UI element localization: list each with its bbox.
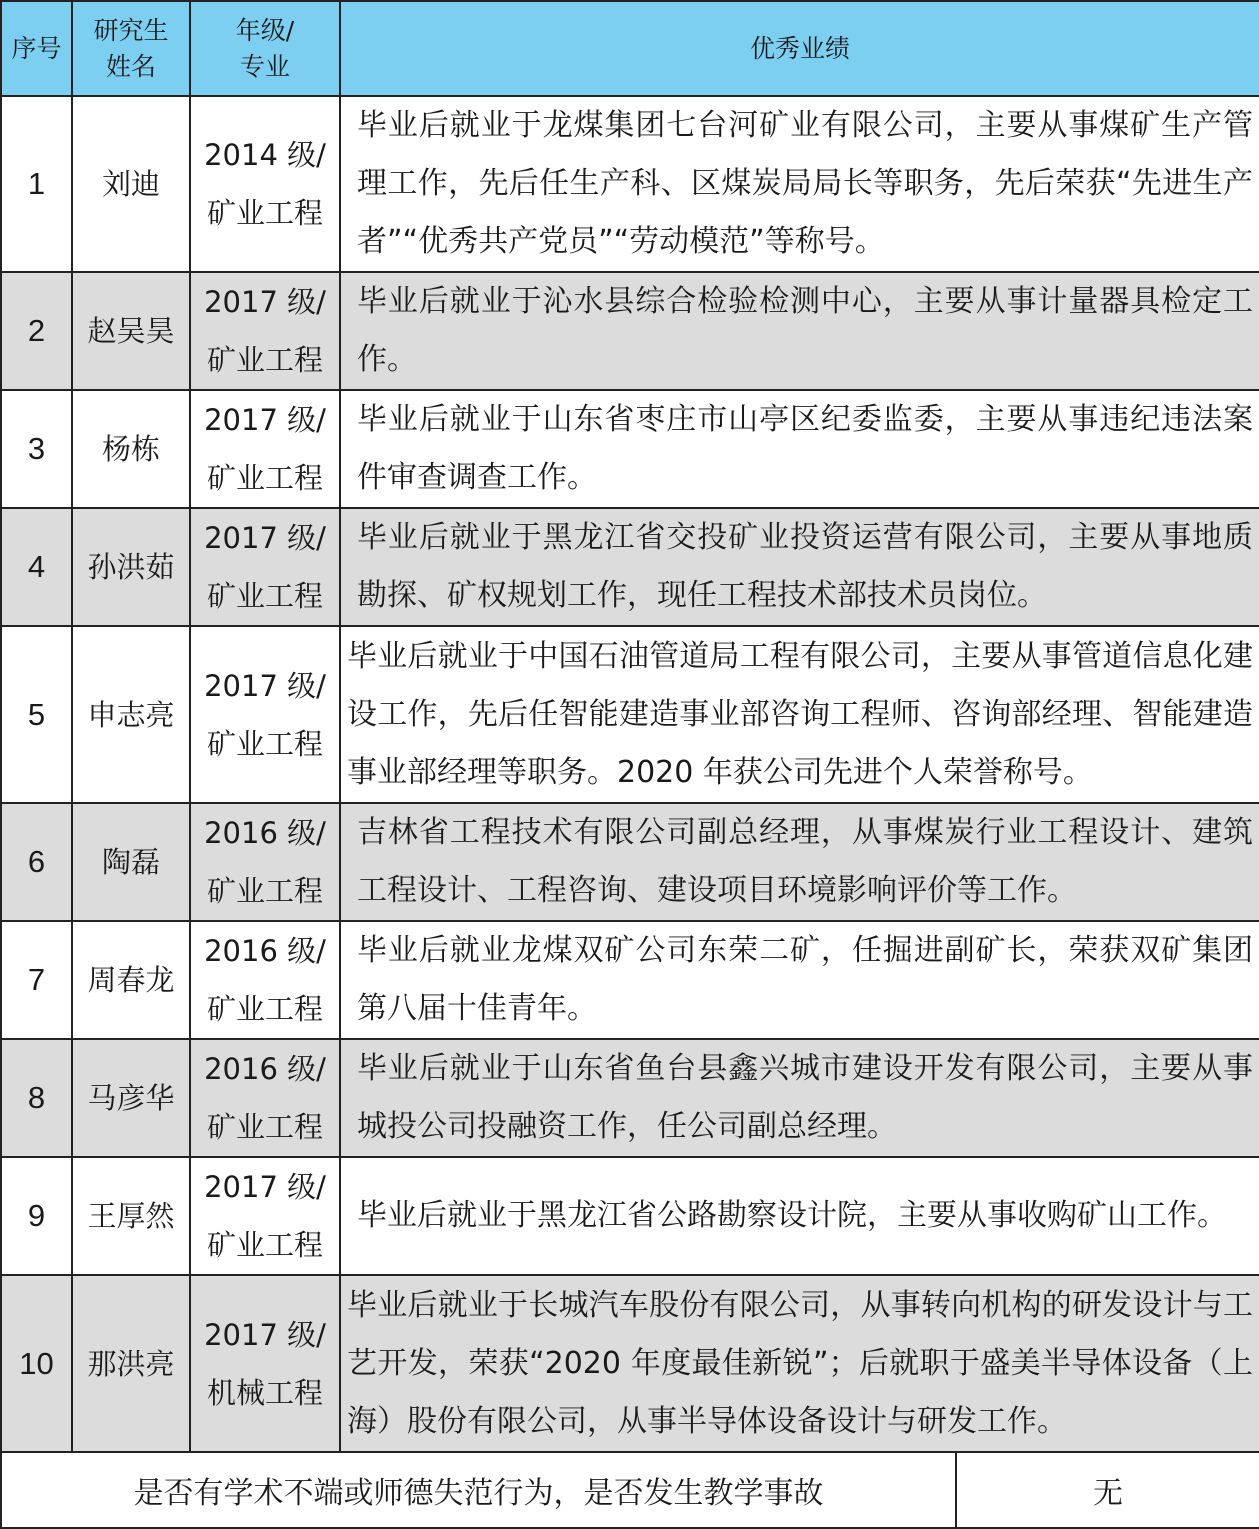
row-index: 9 bbox=[1, 1157, 72, 1275]
header-grade-line2: 专业 bbox=[239, 51, 290, 81]
row-grade: 2017 级/ bbox=[204, 1317, 326, 1352]
row-index: 10 bbox=[1, 1275, 72, 1452]
row-name: 杨栋 bbox=[72, 390, 190, 508]
row-index: 3 bbox=[1, 390, 72, 508]
row-description: 吉林省工程技术有限公司副总经理，从事煤炭行业工程设计、建筑工程设计、工程咨询、建设项目环境影响评价等工作。 bbox=[340, 803, 1259, 921]
header-name bbox=[72, 1, 190, 96]
row-description: 毕业后就业于山东省鱼台县鑫兴城市建设开发有限公司，主要从事城投公司投融资工作，任公司副总经理。 bbox=[340, 1039, 1259, 1157]
header-index: 序号 bbox=[1, 1, 72, 96]
row-major: 矿业工程 bbox=[206, 1110, 323, 1144]
row-index: 1 bbox=[1, 96, 72, 272]
row-grade: 2014 级/ bbox=[204, 138, 326, 172]
row-description: 毕业后就业于长城汽车股份有限公司，从事转向机构的研发设计与工艺开发，荣获“2020 年度最佳新锐”；后就职于盛美半导体设备（上海）股份有限公司，从事半导体设备设计与研发工作。 bbox=[340, 1275, 1259, 1452]
row-major: 矿业工程 bbox=[206, 196, 323, 230]
row-grade-major bbox=[190, 390, 340, 508]
row-name: 赵吴昊 bbox=[72, 272, 190, 390]
row-major: 矿业工程 bbox=[206, 579, 323, 613]
row-major: 矿业工程 bbox=[206, 992, 323, 1026]
row-name: 刘迪 bbox=[72, 96, 190, 272]
row-grade: 2017 级/ bbox=[204, 668, 326, 703]
row-grade-major bbox=[190, 1157, 340, 1275]
row-grade-major bbox=[190, 96, 340, 272]
row-major: 机械工程 bbox=[206, 1375, 323, 1410]
row-grade-major bbox=[190, 921, 340, 1039]
row-description: 毕业后就业于龙煤集团七台河矿业有限公司，主要从事煤矿生产管理工作，先后任生产科、区煤炭局局长等职务，先后荣获“先进生产者”“优秀共产党员”“劳动模范”等称号。 bbox=[340, 96, 1259, 272]
row-grade: 2017 级/ bbox=[204, 1170, 326, 1204]
row-index: 7 bbox=[1, 921, 72, 1039]
header-grade-line1: 年级/ bbox=[235, 15, 295, 45]
misconduct-row bbox=[1, 1453, 1259, 1528]
row-major: 矿业工程 bbox=[206, 461, 323, 495]
row-grade-major bbox=[190, 1039, 340, 1157]
row-description: 毕业后就业于山东省枣庄市山亭区纪委监委，主要从事违纪违法案件审查调查工作。 bbox=[340, 390, 1259, 508]
table-row bbox=[1, 1275, 1259, 1452]
row-major: 矿业工程 bbox=[206, 343, 323, 377]
table-row bbox=[1, 803, 1259, 921]
row-name: 那洪亮 bbox=[72, 1275, 190, 1452]
row-index: 4 bbox=[1, 508, 72, 626]
row-name: 马彦华 bbox=[72, 1039, 190, 1157]
row-grade: 2016 级/ bbox=[204, 934, 326, 968]
misconduct-answer: 无 bbox=[956, 1453, 1259, 1528]
row-major: 矿业工程 bbox=[206, 874, 323, 908]
misconduct-table bbox=[0, 1453, 1259, 1529]
header-achievements: 优秀业绩 bbox=[340, 1, 1259, 96]
row-description: 毕业后就业于黑龙江省公路勘察设计院，主要从事收购矿山工作。 bbox=[340, 1157, 1259, 1275]
table-row bbox=[1, 1039, 1259, 1157]
row-index: 6 bbox=[1, 803, 72, 921]
row-grade: 2016 级/ bbox=[204, 1052, 326, 1086]
row-grade: 2016 级/ bbox=[204, 816, 326, 850]
header-grade bbox=[190, 1, 340, 96]
header-name-line2: 姓名 bbox=[105, 51, 156, 81]
row-grade: 2017 级/ bbox=[204, 285, 326, 319]
row-name: 周春龙 bbox=[72, 921, 190, 1039]
table-row bbox=[1, 921, 1259, 1039]
table-row bbox=[1, 390, 1259, 508]
table-row bbox=[1, 272, 1259, 390]
misconduct-question: 是否有学术不端或师德失范行为，是否发生教学事故 bbox=[1, 1453, 956, 1528]
row-name: 申志亮 bbox=[72, 626, 190, 803]
row-grade-major bbox=[190, 626, 340, 803]
row-grade-major bbox=[190, 1275, 340, 1452]
row-grade-major bbox=[190, 508, 340, 626]
table-row bbox=[1, 626, 1259, 803]
row-description: 毕业后就业于沁水县综合检验检测中心，主要从事计量器具检定工作。 bbox=[340, 272, 1259, 390]
row-index: 8 bbox=[1, 1039, 72, 1157]
header-name-line1: 研究生 bbox=[93, 15, 169, 45]
row-grade: 2017 级/ bbox=[204, 403, 326, 437]
row-major: 矿业工程 bbox=[206, 1228, 323, 1262]
row-index: 2 bbox=[1, 272, 72, 390]
header-row bbox=[1, 1, 1259, 96]
row-grade: 2017 级/ bbox=[204, 521, 326, 555]
row-major: 矿业工程 bbox=[206, 726, 323, 761]
row-name: 孙洪茹 bbox=[72, 508, 190, 626]
row-name: 陶磊 bbox=[72, 803, 190, 921]
table-row bbox=[1, 508, 1259, 626]
row-index: 5 bbox=[1, 626, 72, 803]
row-description: 毕业后就业于黑龙江省交投矿业投资运营有限公司，主要从事地质勘探、矿权规划工作，现任工程技术部技术员岗位。 bbox=[340, 508, 1259, 626]
table-row bbox=[1, 96, 1259, 272]
row-grade-major bbox=[190, 803, 340, 921]
row-description: 毕业后就业于中国石油管道局工程有限公司，主要从事管道信息化建设工作，先后任智能建造事业部咨询工程师、咨询部经理、智能建造事业部经理等职务。2020 年获公司先进个人荣誉称号。 bbox=[340, 626, 1259, 803]
row-description: 毕业后就业龙煤双矿公司东荣二矿，任掘进副矿长，荣获双矿集团第八届十佳青年。 bbox=[340, 921, 1259, 1039]
row-name: 王厚然 bbox=[72, 1157, 190, 1275]
table-row bbox=[1, 1157, 1259, 1275]
row-grade-major bbox=[190, 272, 340, 390]
